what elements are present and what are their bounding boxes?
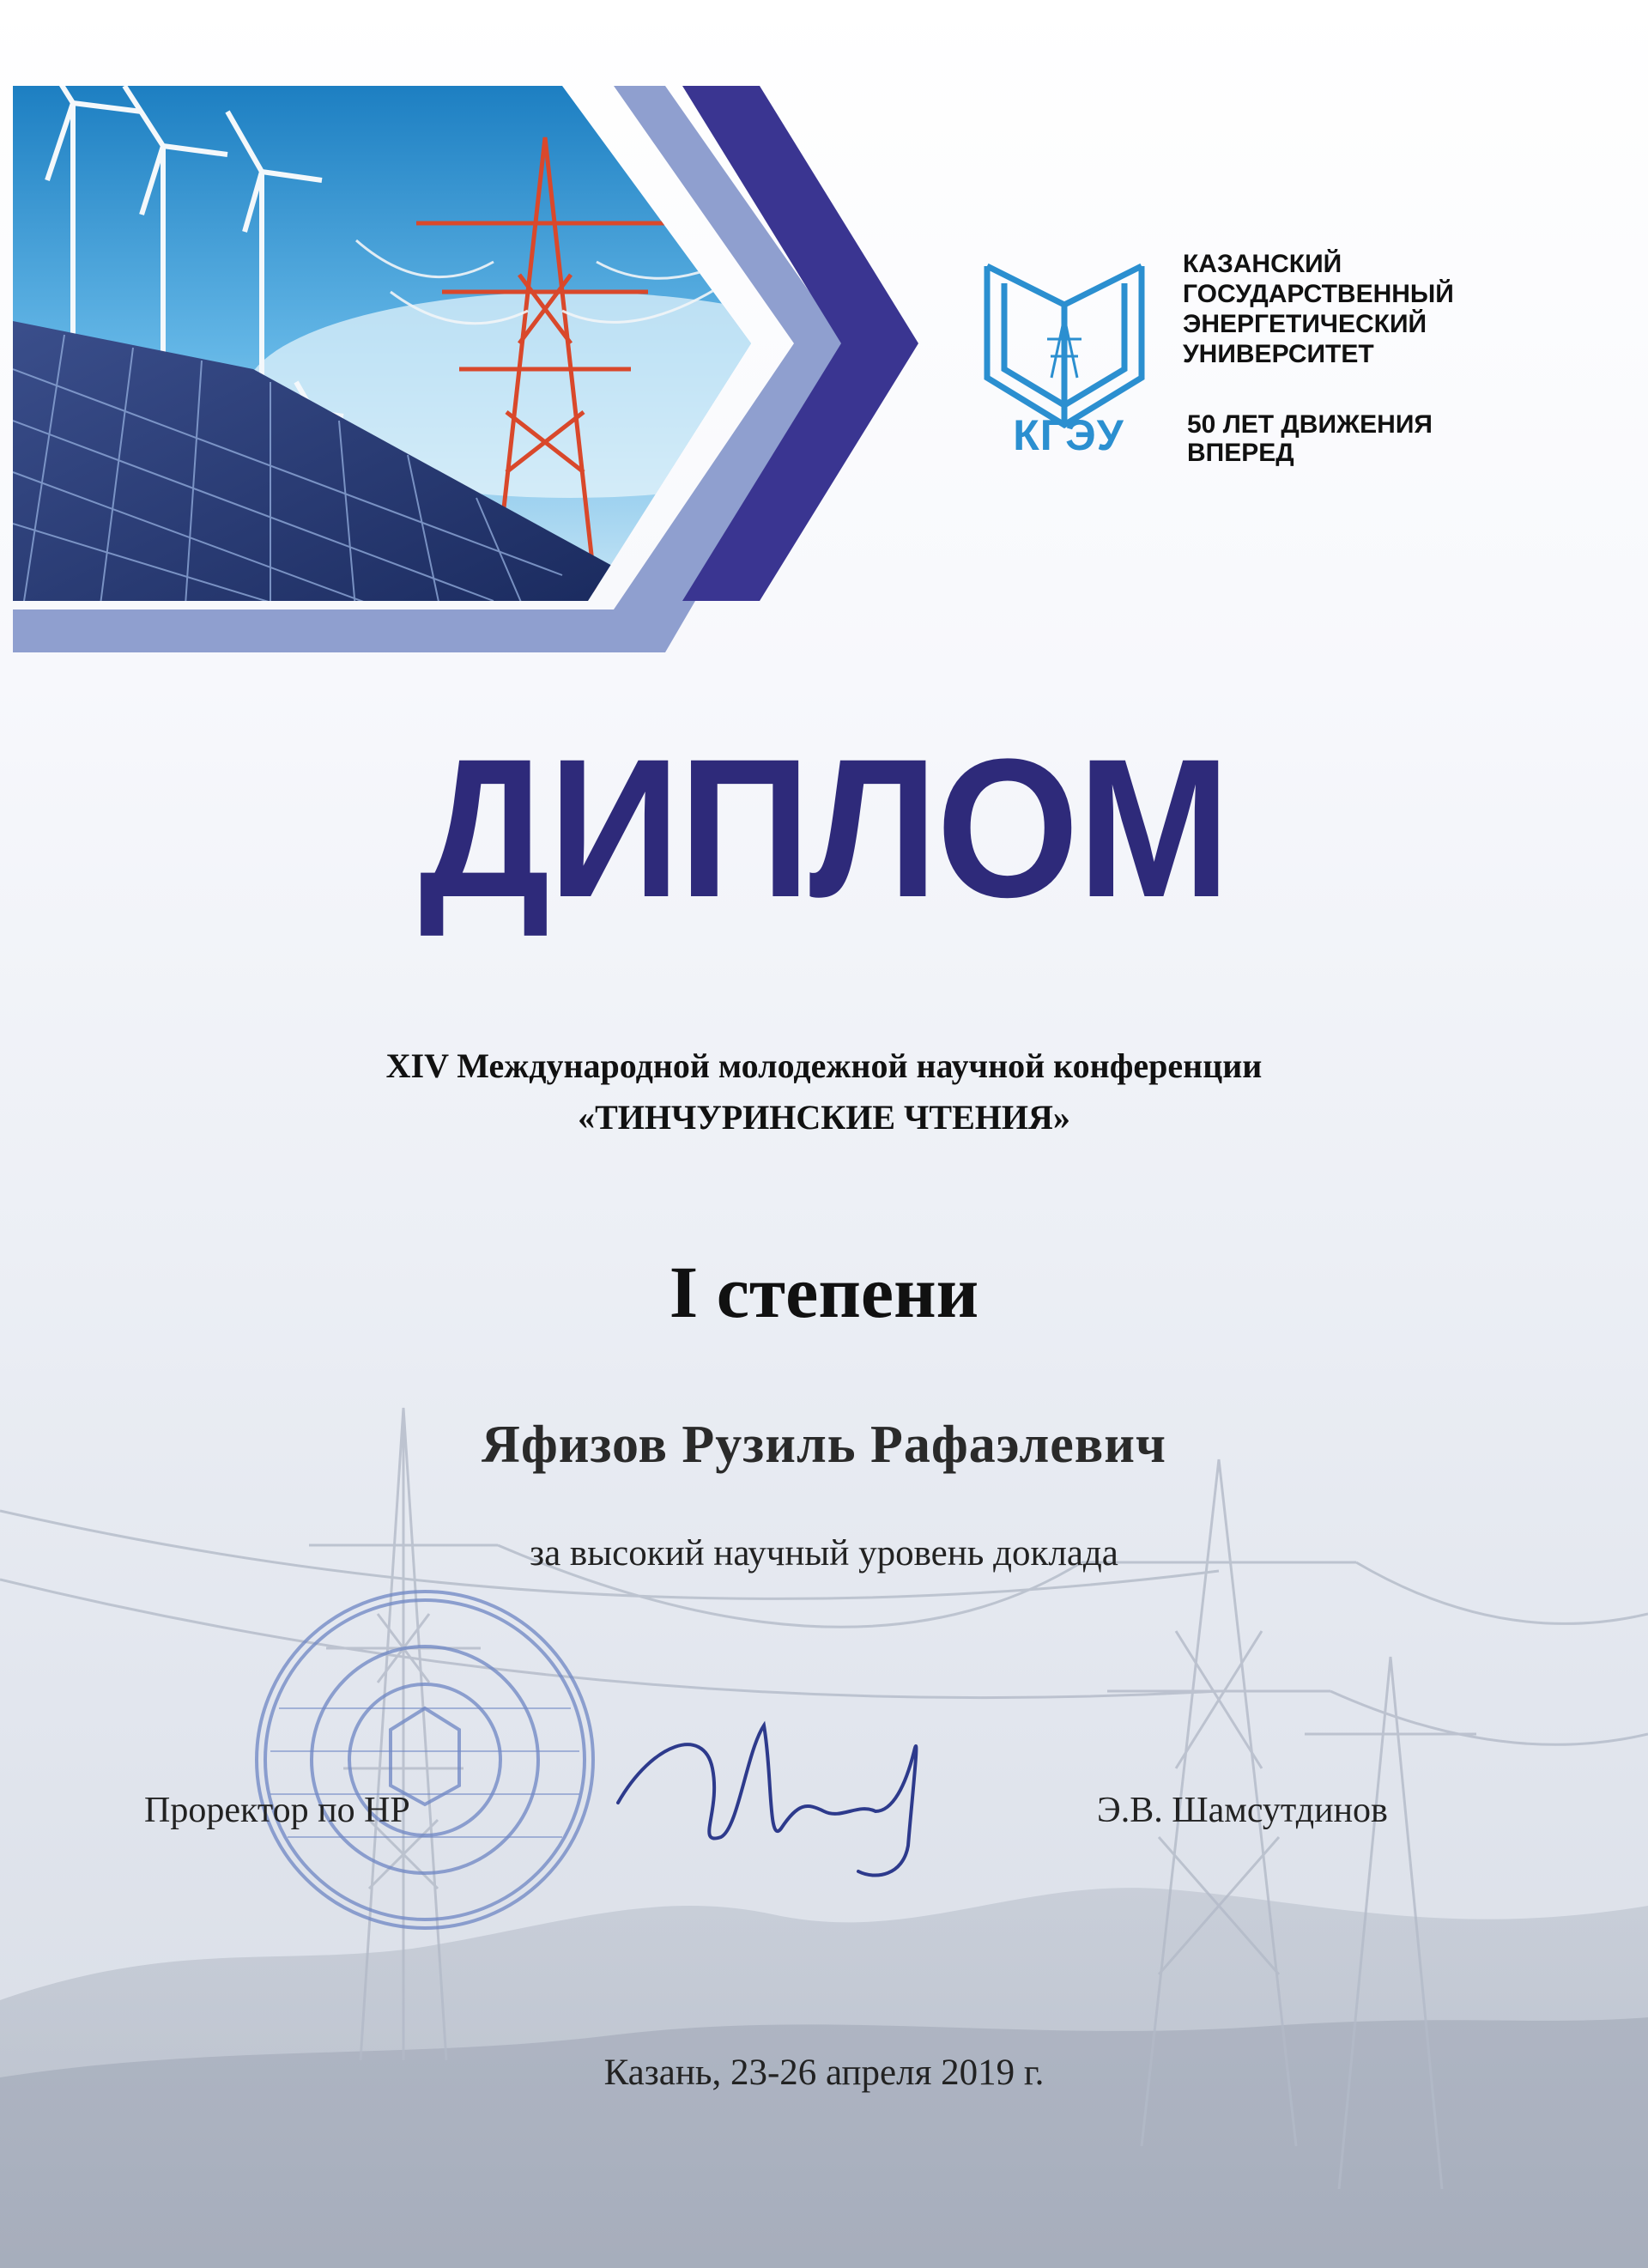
- university-motto: [1187, 410, 1530, 467]
- official-stamp-seal: [245, 1580, 605, 1940]
- diploma-title: ДИПЛОМ: [419, 718, 1229, 938]
- university-abbreviation: КГЭУ: [1013, 411, 1124, 459]
- signatory-name: Э.В. Шамсутдинов: [1097, 1791, 1388, 1830]
- header-energy-photo: [13, 86, 918, 678]
- handwritten-signature: [601, 1674, 961, 1897]
- conference-name-line2: «ТИНЧУРИНСКИЕ ЧТЕНИЯ»: [578, 1098, 1070, 1137]
- motto-line: ВПЕРЕД: [1187, 439, 1294, 467]
- university-name-line: ГОСУДАРСТВЕННЫЙ: [1183, 280, 1454, 308]
- award-reason: за высокий научный уровень доклада: [530, 1533, 1118, 1574]
- motto-line: 50 ЛЕТ ДВИЖЕНИЯ: [1187, 410, 1433, 439]
- recipient-name: Яфизов Рузиль Рафаэлевич: [482, 1416, 1166, 1474]
- conference-name-line1: XIV Международной молодежной научной конференции: [385, 1046, 1263, 1085]
- university-name: [1183, 249, 1526, 369]
- place-and-date: Казань, 23-26 апреля 2019 г.: [603, 2053, 1045, 2093]
- university-name-line: ЭНЕРГЕТИЧЕСКИЙ: [1183, 310, 1427, 338]
- university-name-line: КАЗАНСКИЙ: [1183, 250, 1342, 278]
- award-degree: I степени: [669, 1251, 979, 1333]
- university-name-line: УНИВЕРСИТЕТ: [1183, 340, 1374, 368]
- signatory-role: Проректор по НР: [144, 1791, 410, 1830]
